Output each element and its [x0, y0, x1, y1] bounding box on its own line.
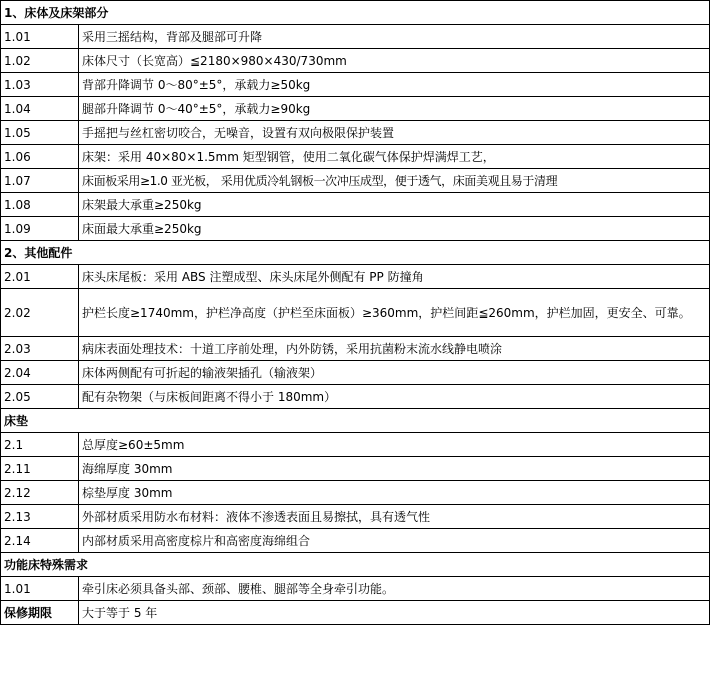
table-row — [1, 49, 710, 73]
table-row — [1, 145, 710, 169]
item-text: 背部升降调节 0～80°±5°，承载力≥50kg — [79, 73, 710, 97]
item-number: 2.12 — [1, 481, 79, 505]
table-row — [1, 505, 710, 529]
item-number: 2.01 — [1, 265, 79, 289]
item-text: 床面板采用≥1.0 亚光板， 采用优质冷轧钢板一次冲压成型，便于透气，床面美观且易于清理 — [79, 169, 710, 193]
item-text: 牵引床必须具备头部、颈部、腰椎、腿部等全身牵引功能。 — [79, 577, 710, 601]
table-row — [1, 169, 710, 193]
item-number: 1.02 — [1, 49, 79, 73]
section-header-mattress — [1, 409, 710, 433]
item-text: 床面最大承重≥250kg — [79, 217, 710, 241]
section-header-special-requirements — [1, 553, 710, 577]
table-row — [1, 337, 710, 361]
table-row — [1, 481, 710, 505]
item-number: 1.08 — [1, 193, 79, 217]
item-text: 配有杂物架（与床板间距离不得小于 180mm） — [79, 385, 710, 409]
section-title: 2、其他配件 — [1, 241, 710, 265]
table-row — [1, 385, 710, 409]
warranty-label: 保修期限 — [1, 601, 79, 625]
table-row — [1, 265, 710, 289]
item-text: 外部材质采用防水布材料：液体不渗透表面且易擦拭，具有透气性 — [79, 505, 710, 529]
item-text: 病床表面处理技术：十道工序前处理，内外防锈，采用抗菌粉末流水线静电喷涂 — [79, 337, 710, 361]
warranty-row — [1, 601, 710, 625]
item-number: 2.04 — [1, 361, 79, 385]
item-number: 2.11 — [1, 457, 79, 481]
item-text: 内部材质采用高密度棕片和高密度海绵组合 — [79, 529, 710, 553]
item-number: 2.05 — [1, 385, 79, 409]
item-text: 床体尺寸（长宽高）≦2180×980×430/730mm — [79, 49, 710, 73]
table-row — [1, 289, 710, 337]
item-number: 1.05 — [1, 121, 79, 145]
table-row — [1, 193, 710, 217]
table-row — [1, 577, 710, 601]
item-number: 1.04 — [1, 97, 79, 121]
section-title: 1、床体及床架部分 — [1, 1, 710, 25]
table-row — [1, 121, 710, 145]
section-header-accessories — [1, 241, 710, 265]
item-number: 2.1 — [1, 433, 79, 457]
table-row — [1, 25, 710, 49]
item-text: 手摇把与丝杠密切咬合，无噪音，设置有双向极限保护装置 — [79, 121, 710, 145]
table-row — [1, 361, 710, 385]
item-number: 2.14 — [1, 529, 79, 553]
item-text: 腿部升降调节 0～40°±5°，承载力≥90kg — [79, 97, 710, 121]
item-number: 2.02 — [1, 289, 79, 337]
item-text: 床架：采用 40×80×1.5mm 矩型钢管，使用二氧化碳气体保护焊满焊工艺， — [79, 145, 710, 169]
table-row — [1, 433, 710, 457]
section-header-bed-frame — [1, 1, 710, 25]
section-title: 功能床特殊需求 — [1, 553, 710, 577]
item-number: 1.01 — [1, 577, 79, 601]
table-row — [1, 97, 710, 121]
item-text: 棕垫厚度 30mm — [79, 481, 710, 505]
table-row — [1, 457, 710, 481]
item-number: 2.13 — [1, 505, 79, 529]
item-number: 2.03 — [1, 337, 79, 361]
item-text: 采用三摇结构，背部及腿部可升降 — [79, 25, 710, 49]
item-text: 护栏长度≥1740mm，护栏净高度（护栏至床面板）≥360mm，护栏间距≦260mm，护栏加固，更安全、可靠。 — [79, 289, 710, 337]
table-row — [1, 217, 710, 241]
item-number: 1.09 — [1, 217, 79, 241]
item-text: 总厚度≥60±5mm — [79, 433, 710, 457]
warranty-value: 大于等于 5 年 — [79, 601, 710, 625]
item-text: 床体两侧配有可折起的输液架插孔（输液架） — [79, 361, 710, 385]
item-number: 1.01 — [1, 25, 79, 49]
item-number: 1.07 — [1, 169, 79, 193]
item-number: 1.06 — [1, 145, 79, 169]
item-number: 1.03 — [1, 73, 79, 97]
table-row — [1, 529, 710, 553]
section-title: 床垫 — [1, 409, 710, 433]
item-text: 床架最大承重≥250kg — [79, 193, 710, 217]
table-row — [1, 73, 710, 97]
item-text: 海绵厚度 30mm — [79, 457, 710, 481]
item-text: 床头床尾板：采用 ABS 注塑成型、床头床尾外侧配有 PP 防撞角 — [79, 265, 710, 289]
